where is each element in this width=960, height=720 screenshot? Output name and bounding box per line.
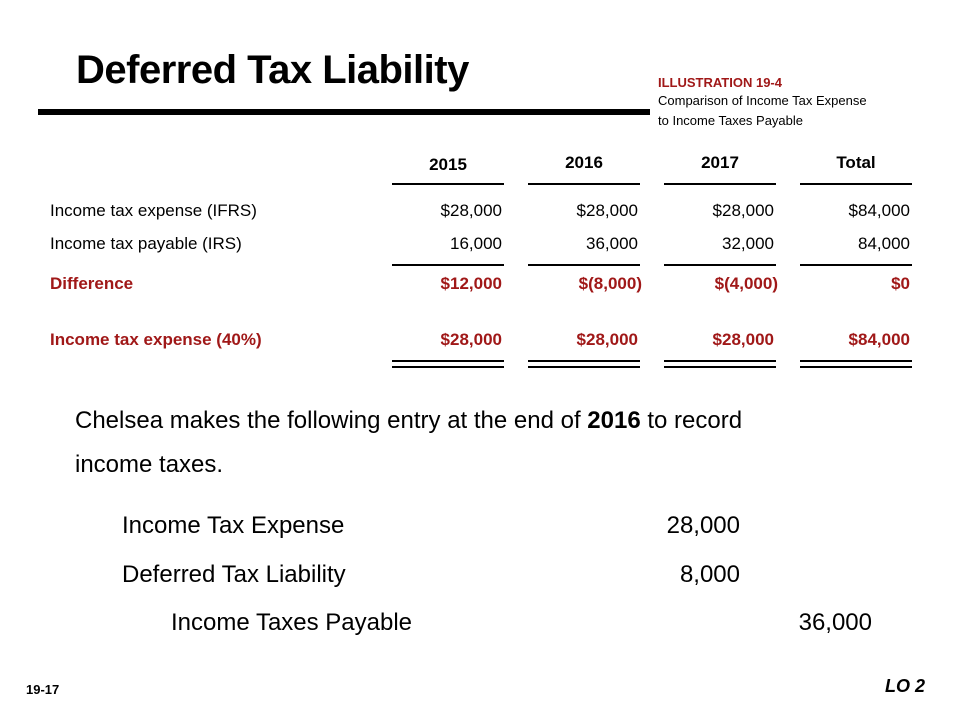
cell-expense40-2017: $28,000 xyxy=(712,330,774,349)
header-rule-2015 xyxy=(392,183,504,185)
header-rule-2017 xyxy=(664,183,776,185)
title-underline xyxy=(38,109,650,115)
cell-expense40-2016: $28,000 xyxy=(576,330,638,349)
double-rule-top-2015 xyxy=(392,360,504,362)
double-rule-bottom-2016 xyxy=(528,366,640,368)
cell-ifrs-2017: $28,000 xyxy=(712,201,774,220)
header-rule-2016 xyxy=(528,183,640,185)
cell-difference-2017: $(4,000) xyxy=(714,274,778,293)
journal-debit-income-tax-expense: 28,000 xyxy=(666,512,740,539)
column-header-2015: 2015 xyxy=(429,155,467,174)
cell-difference-2015: $12,000 xyxy=(440,274,502,293)
row-label-difference: Difference xyxy=(50,274,134,293)
column-header-total: Total xyxy=(836,153,876,172)
row-label-income-tax-payable-irs: Income tax payable (IRS) xyxy=(50,234,242,253)
journal-account-income-taxes-payable: Income Taxes Payable xyxy=(171,609,413,636)
cell-irs-2017: 32,000 xyxy=(722,234,774,253)
entry-description-after: to record xyxy=(640,407,743,434)
double-rule-bottom-2017 xyxy=(664,366,776,368)
double-rule-bottom-total xyxy=(800,366,912,368)
double-rule-bottom-2015 xyxy=(392,366,504,368)
illustration-label: ILLUSTRATION 19-4 xyxy=(658,75,782,90)
double-rule-top-total xyxy=(800,360,912,362)
cell-difference-total: $0 xyxy=(891,274,910,293)
cell-difference-2016: $(8,000) xyxy=(578,274,642,293)
entry-description xyxy=(75,407,742,435)
separator-rule-2017 xyxy=(664,264,776,266)
journal-debit-deferred-tax-liability: 8,000 xyxy=(679,561,740,588)
journal-credit-income-taxes-payable: 36,000 xyxy=(798,609,872,636)
journal-account-income-tax-expense: Income Tax Expense xyxy=(122,512,345,539)
double-rule-top-2017 xyxy=(664,360,776,362)
page-title: Deferred Tax Liability xyxy=(76,48,469,92)
separator-rule-total xyxy=(800,264,912,266)
cell-irs-2015: 16,000 xyxy=(450,234,502,253)
column-header-2016: 2016 xyxy=(565,153,603,172)
row-label-income-tax-expense-40: Income tax expense (40%) xyxy=(50,330,262,349)
cell-expense40-total: $84,000 xyxy=(848,330,910,349)
separator-rule-2015 xyxy=(392,264,504,266)
slide-number: 19-17 xyxy=(26,682,60,697)
cell-irs-total: 84,000 xyxy=(858,234,910,253)
illustration-caption-line1: Comparison of Income Tax Expense xyxy=(658,93,867,108)
cell-ifrs-2015: $28,000 xyxy=(440,201,502,220)
column-header-2017: 2017 xyxy=(701,153,739,172)
entry-description-year: 2016 xyxy=(587,407,641,434)
journal-account-deferred-tax-liability: Deferred Tax Liability xyxy=(122,561,346,588)
cell-irs-2016: 36,000 xyxy=(586,234,638,253)
cell-ifrs-total: $84,000 xyxy=(848,201,910,220)
header-rule-total xyxy=(800,183,912,185)
separator-rule-2016 xyxy=(528,264,640,266)
row-label-income-tax-expense-ifrs: Income tax expense (IFRS) xyxy=(50,201,257,220)
illustration-caption-line2: to Income Taxes Payable xyxy=(658,113,804,128)
cell-ifrs-2016: $28,000 xyxy=(576,201,638,220)
entry-description-line2: income taxes. xyxy=(75,451,224,478)
learning-objective: LO 2 xyxy=(885,676,926,696)
double-rule-top-2016 xyxy=(528,360,640,362)
entry-description-before: Chelsea makes the following entry at the end of xyxy=(75,407,588,434)
cell-expense40-2015: $28,000 xyxy=(440,330,502,349)
